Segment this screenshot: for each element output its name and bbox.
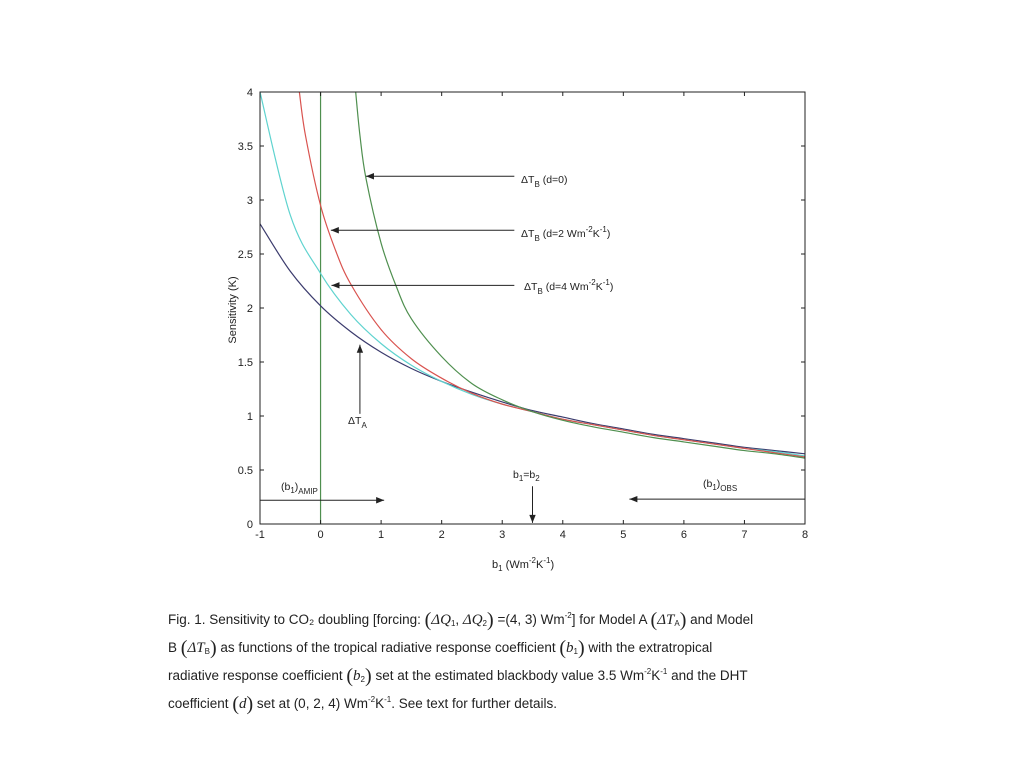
- arrow-dtb-d2: [331, 227, 514, 233]
- caption-line-2: B $(\Delta T_B)$ as functions of the tropical radiative response coefficient $(b_1)$ with the extratropical: [168, 637, 713, 659]
- x-tick-label: 2: [438, 529, 445, 541]
- x-tick-label: -1: [255, 529, 265, 541]
- y-axis-label: Sensitivity (K): [227, 276, 239, 344]
- series-line-3: [356, 92, 805, 458]
- arrow-dtb-d0: [366, 173, 514, 179]
- caption-line-1: Fig. 1. Sensitivity to CO₂ doubling [forcing: ($\Delta Q_1$, $\Delta Q_2) =(4$, 3) $Wm^{-2}$] for Model A $(\Delta T_A)$ and Model: [168, 609, 754, 631]
- annotation-dtb-d0: $\Delta T_B$ (d=0): [521, 174, 568, 189]
- plot-frame: [260, 92, 805, 524]
- x-tick-label: 7: [741, 529, 748, 541]
- annotation-b1-amip: $(b_1)_{AMIP}$: [281, 481, 318, 496]
- curves-layer: [260, 92, 805, 524]
- x-axis-label: $b_1$ $(Wm^{-2}K^{-1})$: [492, 556, 555, 573]
- y-tick-label: 2: [246, 303, 253, 315]
- x-tick-label: 0: [317, 529, 324, 541]
- y-tick-label: 1: [246, 411, 253, 423]
- x-tick-label: 5: [620, 529, 627, 541]
- y-tick-label: 0: [246, 519, 253, 531]
- caption-line-4: coefficient (d) set at (0, 2, 4) $Wm^{-2}K^{-1}$. See text for further details.: [168, 693, 558, 715]
- series-line-2: [299, 92, 805, 457]
- x-tick-label: 4: [559, 529, 566, 541]
- arrow-b1-obs: [629, 496, 805, 502]
- caption-line-3: radiative response coefficient $(b_2)$ set at the estimated blackbody value 3.5 $Wm^{-2}K^{-1}$ and the DHT: [168, 665, 748, 687]
- y-tick-label: 3.5: [237, 141, 253, 153]
- x-tick-label: 3: [499, 529, 506, 541]
- series-line-0: [260, 224, 805, 454]
- annotation-dtb-d2: $\Delta T_B$ (d=2 $Wm^{-2}K^{-1}$): [521, 225, 611, 243]
- annotation-dtb-d4: $\Delta T_B$ (d=4 $Wm^{-2}K^{-1}$): [524, 278, 614, 296]
- axes-layer: [260, 92, 805, 524]
- figure-caption: [168, 606, 888, 718]
- arrow-b1-amip: [260, 497, 384, 503]
- x-tick-label: 8: [801, 529, 809, 541]
- annotation-dta: $\Delta T_A$: [348, 415, 367, 430]
- arrow-dta: [357, 345, 363, 414]
- y-tick-label: 0.5: [237, 465, 253, 477]
- arrow-b1-eq-b2: [529, 486, 535, 523]
- x-tick-label: 6: [680, 529, 687, 541]
- series-line-1: [260, 92, 805, 456]
- arrow-dtb-d4: [331, 282, 514, 288]
- y-tick-label: 2.5: [237, 249, 253, 261]
- annotation-b1-eq-b2: $b_1=b_2$: [513, 469, 540, 483]
- y-tick-label: 1.5: [237, 357, 253, 369]
- x-tick-label: 1: [378, 529, 385, 541]
- annotation-b1-obs: $(b_1)_{OBS}$: [703, 478, 738, 493]
- y-tick-label: 4: [246, 87, 253, 99]
- y-tick-label: 3: [246, 195, 253, 207]
